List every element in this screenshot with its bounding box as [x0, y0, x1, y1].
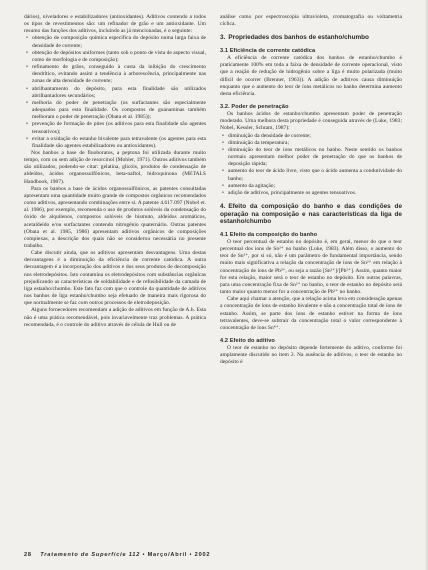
subsection-3-2-heading: 3.2. Poder de penetração [220, 104, 289, 110]
paragraph-disadvantages: Cabe discutir ainda, que os aditivos apresentam desvantagens. Uma destas desvantagens é a diminuição da eficiência de corrente catódica. A outra desvantagem é a incorporação dos aditivos e dos seus produtos de decomposição nos eletrodepósitos. Isto contamina os eletrodepósitos com substâncias orgânicas prejudicando as características de soldabilidade e de refusibilidade da camada de liga estanho/chumbo. Este fato faz com que o controle da quantidade de aditivos nos banhos de liga estanho/chumbo seja efetuado de maneira mais rigorosa do que normalmente se faz com outros processos de eletrodeposição. [24, 250, 206, 307]
list-item: • melhoria do poder de penetração (os surfactantes são especialmente adequados para esta finalidade. Os compostos de guanaminas também melhoram o poder de penetração (Obata et al. 1985)); [32, 100, 206, 121]
paragraph-suppliers: Alguns fornecedores recomendam a adição de aditivos em função de A.h. Esta não é uma prática recomendável, pois invariavelmente traz problemas. A prática recomendada, é o controle do aditivo através de célula de Hull ou de [24, 307, 206, 328]
section-4-heading: 4. Efeito da composição do banho e das condições de operação na composição e nas características da liga de estanho/chumbo [220, 203, 402, 226]
subsection-4-1-text: O teor percentual de estanho no depósito é, em geral, menor do que o teor percentual dos íons de Sn²⁺ no banho (Luke, 1983). Além disso, o aumento do teor de Sn²⁺, por si só, não é um parâmetro de fundamental importância, sendo muito mais significativa a relação da concentração de íons de Sn²⁺ em relação à concentração de íons de Pb²⁺, ou seja a razão [Sn²⁺]/[Pb²⁺]. Assim, quanto maior for esta relação, maior será o teor de estanho no depósito. Em outras palavras, para uma concentração fixa de Sn²⁺ no banho, o teor de estanho no depósito será tanto maior quanto menor for a concentração de Pb²⁺ no banho. [220, 238, 402, 296]
list-item: • diminuição do teor de íons metálicos no banho. Neste sentido os banhos normais apresentam melhor poder de penetração do que os banhos de deposição rápida; [228, 147, 402, 168]
right-column [220, 14, 402, 367]
subsection-3-1-heading: 3.1 Eficiência de corrente catódica [220, 47, 316, 54]
list-item: • aumento da agitação; [228, 183, 402, 190]
publication-name: Tratamento de Superfície 112 [40, 552, 141, 558]
subsection-4-1-heading: 4.1 Efeito da composição do banho [220, 231, 318, 238]
list-item: • prevenção de formação de pites (os aditivos para esta finalidade são agentes tensoativos); [32, 121, 206, 135]
paragraph-fluoborates: Nos banhos a base de fluoboratos, a peptona foi utilizada durante muito tempo, com ou sem adição de resorcinol (Mohler, 1971). Outros aditivos também são utilizados, podendo-se citar: gelatina, glicóis, produtos de condensação de aldeídos, ácidos organossulfônicos, beta-naftol, hidroquinona (METALS Handbook, 1987). [24, 149, 206, 185]
list-item: • evitar a oxidação do estanho bivalente para tetravalente (os agentes para esta finalidade são agentes estabilizadores ou antioxidantes). [32, 136, 206, 150]
additive-functions-list [24, 35, 206, 150]
issue-date: Março/Abril [147, 552, 188, 558]
left-intro-paragraph: dários), niveladores e estabilizadores (antioxidantes). Aditivos contendo a todos os tipos de revestimentos são: um refinador de grão e um antioxidante. Um resumo das funções dos aditivos, incluindo as já mencionadas, é o seguinte: [24, 14, 206, 35]
right-intro-paragraph: análise como por espectroscopia ultravioleta, cromatografia ou voltametria cíclica. [220, 14, 402, 28]
subsection-4-2-heading: 4.2 Efeito do aditivo [220, 338, 275, 344]
paragraph-patents: Para os banhos a base de ácidos organossulfônicos, as patentes consultadas apresentam uma quantidade muito grande de compostos orgânicos recomendados como aditivos, apresentando combinações entre si. A patente 4.617.097 (Nobel et. al. 1986), por exemplo, recomenda o uso de produtos solúveis da condensação do óxido de alquilenos, compostos solúveis de bismuto, aldeídos aromáticos, acetaldeído e/ou surfactantes contendo nitrogênio quaternário. Outras patentes (Obata et al. 1985, 1986) apresentam aditivos orgânicos de composições complexas, a descrição dos quais não se considerou necessária no presente trabalho. [24, 185, 206, 249]
subsection-3-2-text: Os banhos ácidos de estanho/chumbo apresentam poder de penetração moderado. Uma melhora desta propriedade é conseguida através de (Luke, 1983; Nobel, Kessler, Schram, 1987): [220, 111, 402, 132]
penetration-improvements-list [220, 133, 402, 197]
left-column [24, 14, 206, 329]
list-item: • refinamento de grãos, conseguido à custa da inibição do crescimento dendrítico, evitando assim a tendência à arborescência, principalmente nas zonas de alta densidade de corrente; [32, 64, 206, 85]
list-item: • diminuição da temperatura; [228, 140, 402, 147]
list-item: • obtenção de composição química específica do depósito numa larga faixa de densidade de corrente; [32, 35, 206, 49]
list-item: • aumento do teor de ácido livre, visto que o ácido aumenta a condutividade do banho; [228, 168, 402, 182]
subsection-4-1-text-continued: Cabe aqui chamar a atenção, que a relação acima leva em consideração apenas a concentração de íons de estanho bivalente e não a concentração total de íons de estanho. Assim, se parte dos íons de estanho estiver na forma de íons tetravalentes, deve-se subtrair da concentração total o valor correspondente à concentração de íons Sn⁴⁺. [220, 296, 402, 331]
issue-year: 2002 [194, 552, 211, 558]
footer-separator: • [189, 552, 193, 558]
page-footer [24, 552, 406, 558]
page-number: 28 [24, 552, 32, 558]
subsection-3-1-text: A eficiência de corrente catódica dos banhos de estanho/chumbo é praticamente 100% em toda a faixa de densidade de corrente operacional, visto que a reação de redução de hidrogênio sobre a liga é muito polarizada (muito difícil de ocorrer (Brenner, 1963)). A adição de aditivos causa diminuição enquanto que o aumento do teor de íons metálicos no banho determina aumento desta eficiência. [220, 55, 402, 97]
section-3-heading: 3. Propriedades dos banhos de estanho/chumbo [220, 34, 369, 42]
list-item: • obtenção de depósitos uniformes (tanto sob o ponto de vista de aspecto visual, como de morfologia e de composição); [32, 50, 206, 64]
footer-separator: • [142, 552, 146, 558]
list-item: • adição de aditivos, principalmente os agentes tensoativos. [228, 190, 402, 197]
list-item: • diminuição da densidade de corrente; [228, 133, 402, 140]
subsection-4-2-text: O teor de estanho no depósito depende fortemente do aditivo, conforme foi amplamente discutido no item 2. Na ausência de aditivos, o teor de estanho no depósito é [220, 345, 402, 366]
list-item: • abrilhantamento do depósito, para esta finalidade são utilizados abrilhantadores secundários; [32, 86, 206, 100]
